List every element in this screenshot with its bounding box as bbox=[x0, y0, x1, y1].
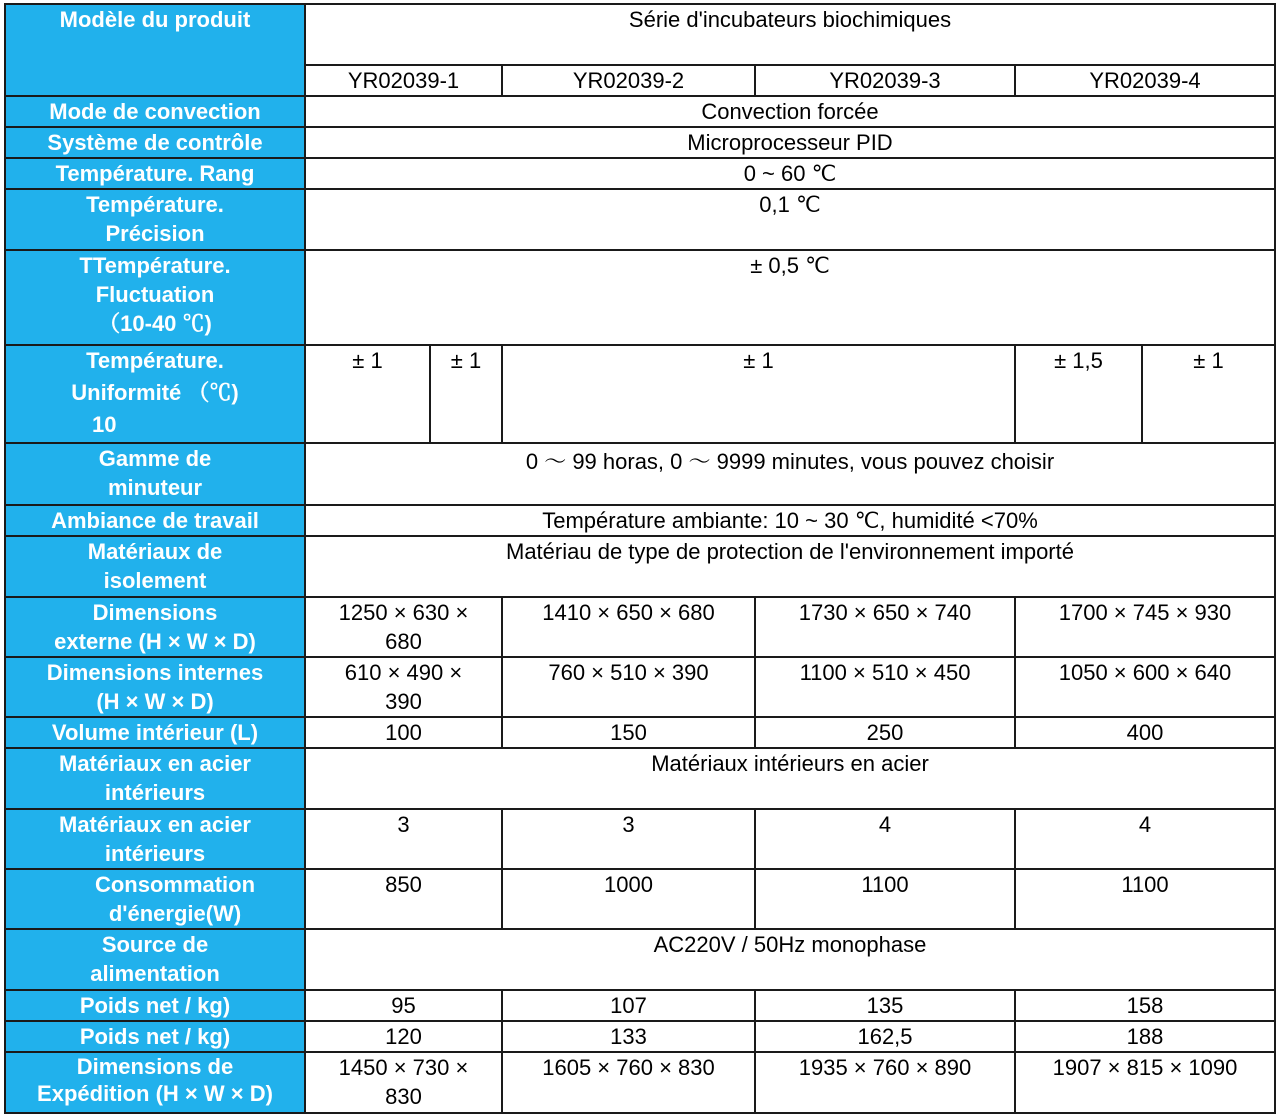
interior-steel-count-value: 3 bbox=[305, 809, 502, 869]
timer-range-value: 0 ～ 99 horas, 0 ～ 9999 minutes, vous pouvez choisir bbox=[305, 443, 1275, 505]
temp-uniformity-value: ± 1,5 bbox=[1015, 345, 1142, 443]
interior-steel-count-value: 4 bbox=[1015, 809, 1275, 869]
interior-steel-count-label-line: intérieurs bbox=[104, 841, 206, 866]
internal-dimensions-label-line: (H × W × D) bbox=[96, 689, 214, 714]
row-interior-volume bbox=[5, 717, 1275, 748]
insulation-material-label-line: Matériaux de bbox=[87, 539, 223, 564]
row-temp-fluctuation bbox=[5, 250, 1275, 345]
gross-weight-value: 120 bbox=[305, 1021, 502, 1052]
series-name: Série d'incubateurs biochimiques bbox=[305, 4, 1275, 65]
row-shipping-dimensions bbox=[5, 1052, 1275, 1113]
power-consumption-value: 1100 bbox=[1015, 869, 1275, 929]
temp-fluctuation-label-line: TTempérature. bbox=[79, 253, 231, 278]
shipping-dimensions-value: 1605 × 760 × 830 bbox=[502, 1052, 755, 1113]
shipping-dimensions-line: 1450 × 730 × bbox=[338, 1055, 469, 1080]
interior-steel-label-line: intérieurs bbox=[104, 780, 206, 805]
row-interior-steel-count bbox=[5, 809, 1275, 869]
power-supply-label bbox=[5, 929, 305, 990]
power-consumption-value: 1100 bbox=[755, 869, 1015, 929]
interior-steel-label-line: Matériaux en acier bbox=[59, 751, 251, 776]
external-dimensions-label bbox=[5, 597, 305, 657]
temp-uniformity-label-line: Uniformité （℃) bbox=[71, 380, 239, 405]
temp-uniformity-label-line: Température. bbox=[86, 348, 224, 373]
interior-steel-value: Matériaux intérieurs en acier bbox=[305, 748, 1275, 809]
power-consumption-value: 850 bbox=[305, 869, 502, 929]
gross-weight-value: 133 bbox=[502, 1021, 755, 1052]
interior-steel-count-label bbox=[5, 809, 305, 869]
timer-range-label-line: minuteur bbox=[107, 475, 203, 500]
shipping-dimensions-label-line: Dimensions de bbox=[76, 1054, 234, 1079]
internal-dimensions-label-line: Dimensions internes bbox=[46, 660, 264, 685]
internal-dimensions-line: 390 bbox=[385, 689, 422, 714]
temp-uniformity-value: ± 1 bbox=[1142, 345, 1275, 443]
power-supply-label-line: alimentation bbox=[90, 961, 220, 986]
temp-uniformity-value: ± 1 bbox=[305, 345, 430, 443]
temp-fluctuation-value: ± 0,5 ℃ bbox=[305, 250, 1275, 345]
external-dimensions-value: 1700 × 745 × 930 bbox=[1015, 597, 1275, 657]
external-dimensions-label-line: Dimensions bbox=[92, 600, 218, 625]
internal-dimensions-line: 610 × 490 × bbox=[344, 660, 463, 685]
power-consumption-label-line: Consommation bbox=[94, 872, 256, 897]
temp-uniformity-label bbox=[5, 345, 305, 443]
interior-steel-label bbox=[5, 748, 305, 809]
model-3: YR02039-3 bbox=[755, 65, 1015, 96]
model-1: YR02039-1 bbox=[305, 65, 502, 96]
external-dimensions-line: 1250 × 630 × bbox=[338, 600, 469, 625]
shipping-dimensions-label bbox=[5, 1052, 305, 1113]
external-dimensions-value: 1410 × 650 × 680 bbox=[502, 597, 755, 657]
row-product-model bbox=[5, 4, 1275, 65]
control-system-label: Système de contrôle bbox=[5, 127, 305, 158]
interior-volume-label: Volume intérieur (L) bbox=[5, 717, 305, 748]
row-convection bbox=[5, 96, 1275, 127]
work-environment-label: Ambiance de travail bbox=[5, 505, 305, 536]
insulation-material-label-line: isolement bbox=[103, 568, 207, 593]
external-dimensions-line: 680 bbox=[385, 629, 422, 654]
insulation-material-label bbox=[5, 536, 305, 597]
temp-fluctuation-label bbox=[5, 250, 305, 345]
external-dimensions-value bbox=[305, 597, 502, 657]
internal-dimensions-value: 760 × 510 × 390 bbox=[502, 657, 755, 717]
timer-range-label-line: Gamme de bbox=[98, 446, 212, 471]
net-weight-value: 107 bbox=[502, 990, 755, 1021]
convection-mode-label: Mode de convection bbox=[5, 96, 305, 127]
row-control-system bbox=[5, 127, 1275, 158]
interior-volume-value: 100 bbox=[305, 717, 502, 748]
power-supply-value: AC220V / 50Hz monophase bbox=[305, 929, 1275, 990]
product-model-label: Modèle du produit bbox=[5, 4, 305, 96]
temp-uniformity-label-line: 10 bbox=[92, 412, 117, 437]
row-temp-range bbox=[5, 158, 1275, 189]
power-supply-label-line: Source de bbox=[101, 932, 209, 957]
temp-precision-value: 0,1 ℃ bbox=[305, 189, 1275, 250]
row-work-environment bbox=[5, 505, 1275, 536]
power-consumption-value: 1000 bbox=[502, 869, 755, 929]
net-weight-value: 135 bbox=[755, 990, 1015, 1021]
interior-steel-count-value: 3 bbox=[502, 809, 755, 869]
internal-dimensions-value: 1100 × 510 × 450 bbox=[755, 657, 1015, 717]
insulation-material-value: Matériau de type de protection de l'environnement importé bbox=[305, 536, 1275, 597]
model-4: YR02039-4 bbox=[1015, 65, 1275, 96]
shipping-dimensions-label-line: Expédition (H × W × D) bbox=[37, 1081, 273, 1106]
temp-uniformity-value: ± 1 bbox=[502, 345, 1015, 443]
net-weight-label: Poids net / kg) bbox=[5, 990, 305, 1021]
power-consumption-label-line: d'énergie(W) bbox=[108, 901, 242, 926]
shipping-dimensions-line: 830 bbox=[385, 1084, 422, 1109]
external-dimensions-value: 1730 × 650 × 740 bbox=[755, 597, 1015, 657]
internal-dimensions-value bbox=[305, 657, 502, 717]
interior-steel-count-value: 4 bbox=[755, 809, 1015, 869]
temp-precision-label-line: Température. bbox=[86, 192, 224, 217]
row-power-supply bbox=[5, 929, 1275, 990]
interior-volume-value: 250 bbox=[755, 717, 1015, 748]
shipping-dimensions-value bbox=[305, 1052, 502, 1113]
interior-volume-value: 150 bbox=[502, 717, 755, 748]
row-external-dimensions bbox=[5, 597, 1275, 657]
temp-range-value: 0 ~ 60 ℃ bbox=[305, 158, 1275, 189]
model-2: YR02039-2 bbox=[502, 65, 755, 96]
row-timer-range bbox=[5, 443, 1275, 505]
control-system-value: Microprocesseur PID bbox=[305, 127, 1275, 158]
row-temp-precision bbox=[5, 189, 1275, 250]
internal-dimensions-value: 1050 × 600 × 640 bbox=[1015, 657, 1275, 717]
temp-fluctuation-label-line: Fluctuation bbox=[95, 282, 215, 307]
gross-weight-value: 162,5 bbox=[755, 1021, 1015, 1052]
row-gross-weight bbox=[5, 1021, 1275, 1052]
temp-fluctuation-label-line: （10-40 ℃) bbox=[98, 311, 212, 336]
convection-mode-value: Convection forcée bbox=[305, 96, 1275, 127]
timer-range-label bbox=[5, 443, 305, 505]
spec-table bbox=[4, 3, 1276, 1114]
temp-precision-label-line: Précision bbox=[105, 221, 205, 246]
row-interior-steel bbox=[5, 748, 1275, 809]
net-weight-value: 158 bbox=[1015, 990, 1275, 1021]
row-insulation bbox=[5, 536, 1275, 597]
interior-volume-value: 400 bbox=[1015, 717, 1275, 748]
shipping-dimensions-value: 1907 × 815 × 1090 bbox=[1015, 1052, 1275, 1113]
gross-weight-value: 188 bbox=[1015, 1021, 1275, 1052]
temp-range-label: Température. Rang bbox=[5, 158, 305, 189]
shipping-dimensions-value: 1935 × 760 × 890 bbox=[755, 1052, 1015, 1113]
work-environment-value: Température ambiante: 10 ~ 30 ℃, humidité <70% bbox=[305, 505, 1275, 536]
row-power-consumption bbox=[5, 869, 1275, 929]
internal-dimensions-label bbox=[5, 657, 305, 717]
net-weight-value: 95 bbox=[305, 990, 502, 1021]
temp-precision-label bbox=[5, 189, 305, 250]
row-net-weight bbox=[5, 990, 1275, 1021]
row-temp-uniformity bbox=[5, 345, 1275, 443]
temp-uniformity-value: ± 1 bbox=[430, 345, 502, 443]
external-dimensions-label-line: externe (H × W × D) bbox=[54, 629, 256, 654]
interior-steel-count-label-line: Matériaux en acier bbox=[59, 812, 251, 837]
gross-weight-label: Poids net / kg) bbox=[5, 1021, 305, 1052]
power-consumption-label bbox=[5, 869, 305, 929]
row-internal-dimensions bbox=[5, 657, 1275, 717]
